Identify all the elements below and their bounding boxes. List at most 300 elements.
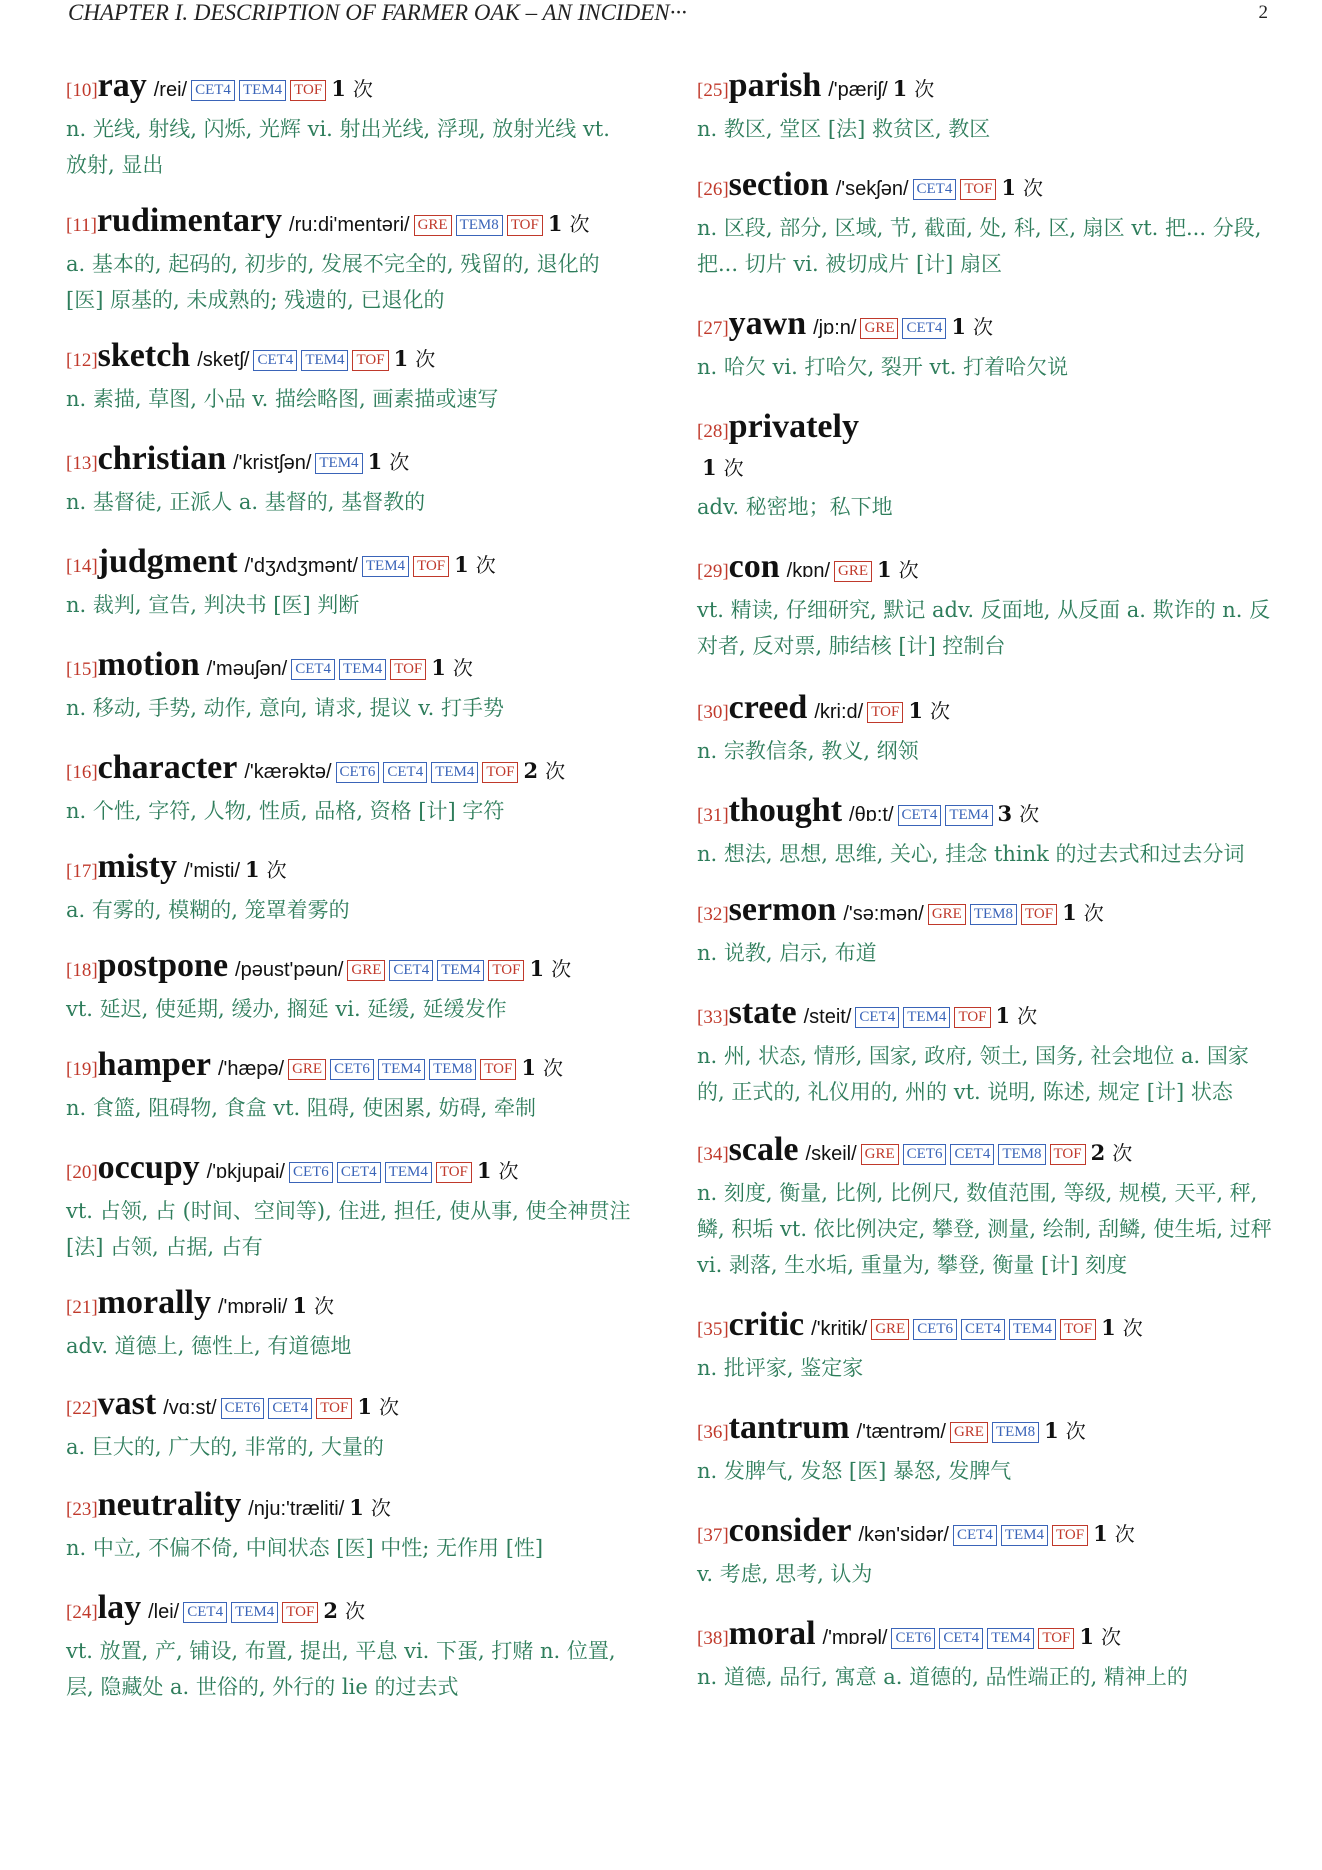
count-suffix: 次	[1101, 1625, 1122, 1649]
vocab-entry	[697, 793, 1272, 872]
entry-index: [10]	[66, 80, 98, 101]
definition: n. 食篮, 阻碍物, 食盒 vt. 阻碍, 使困累, 妨碍, 牵制	[66, 1096, 536, 1120]
count-suffix: 次	[723, 456, 744, 480]
definition: adv. 秘密地；私下地	[697, 495, 893, 519]
pronunciation: /'tæntrəm/	[856, 1421, 946, 1443]
count-suffix: 次	[1023, 176, 1044, 200]
occurrence-count: 1	[702, 455, 717, 480]
exam-tag: TEM4	[987, 1628, 1034, 1649]
definition: n. 州, 状态, 情形, 国家, 政府, 领土, 国务, 社会地位 a. 国家的, 正式的, 礼仪用的, 州的 vt. 说明, 陈述, 规定 [计] 状态	[697, 1044, 1249, 1104]
vocab-entry	[66, 1285, 636, 1364]
entry-index: [25]	[697, 80, 729, 101]
vocab-entry	[697, 1616, 1272, 1695]
definition: n. 中立, 不偏不倚, 中间状态 [医] 中性; 无作用 [性]	[66, 1536, 544, 1560]
exam-tag: CET4	[191, 80, 235, 101]
definition: vt. 占领, 占 (时间、空间等), 住进, 担任, 使从事, 使全神贯注 [法] 占领, 占据, 占有	[66, 1199, 631, 1259]
pronunciation: /'kærəktə/	[244, 761, 332, 783]
entry-headline	[697, 409, 1272, 487]
headword: vast	[97, 1385, 157, 1422]
vocab-entry	[697, 68, 1272, 147]
entry-headline	[66, 1047, 636, 1088]
exam-tag: GRE	[414, 215, 452, 236]
vocab-entry	[66, 1150, 636, 1265]
definition: vt. 放置, 产, 铺设, 布置, 提出, 平息 vi. 下蛋, 打赌 n. 位置, 层, 隐藏处 a. 世俗的, 外行的 lie 的过去式	[66, 1639, 616, 1699]
vocab-entry	[697, 1513, 1272, 1592]
entry-index: [26]	[697, 179, 729, 200]
entry-headline	[697, 1513, 1272, 1554]
headword: hamper	[97, 1046, 211, 1083]
headword: scale	[728, 1131, 799, 1168]
count-suffix: 次	[452, 656, 473, 680]
pronunciation: /'mɒrəl/	[822, 1627, 888, 1649]
exam-tag: TEM8	[998, 1144, 1045, 1165]
entry-index: [11]	[66, 215, 97, 236]
pronunciation: /steit/	[803, 1006, 852, 1028]
pronunciation: /'dʒʌdʒmənt/	[244, 555, 358, 577]
vocab-entry	[697, 995, 1272, 1110]
vocab-entry	[697, 409, 1272, 525]
entry-index: [21]	[66, 1297, 98, 1318]
occurrence-count: 1	[1044, 1418, 1059, 1443]
count-suffix: 次	[1065, 1419, 1086, 1443]
headword: privately	[728, 408, 859, 445]
pronunciation: /skeil/	[805, 1143, 857, 1165]
pronunciation: /'misti/	[183, 860, 241, 882]
exam-tag: TOF	[960, 179, 996, 200]
entry-index: [33]	[697, 1007, 729, 1028]
entry-index: [28]	[697, 421, 729, 442]
count-suffix: 次	[344, 1599, 365, 1623]
entry-headline	[66, 1590, 636, 1631]
occurrence-count: 1	[1062, 900, 1077, 925]
entry-headline	[66, 948, 636, 989]
occurrence-count: 1	[367, 449, 383, 474]
occurrence-count: 1	[431, 655, 446, 680]
headword: motion	[97, 646, 200, 683]
chapter-title: CHAPTER I. DESCRIPTION OF FARMER OAK – AN INCIDEN···	[68, 0, 687, 25]
exam-tag: TOF	[1050, 1144, 1086, 1165]
definition: n. 教区, 堂区 [法] 救贫区, 教区	[697, 117, 991, 141]
pronunciation: /rei/	[153, 79, 188, 101]
definition: a. 巨大的, 广大的, 非常的, 大量的	[66, 1435, 384, 1459]
count-suffix: 次	[929, 699, 950, 723]
vocab-entry	[66, 203, 636, 318]
headword: christian	[97, 440, 227, 477]
pronunciation: /pəust'pəun/	[235, 959, 344, 981]
entry-headline	[66, 1285, 636, 1326]
count-suffix: 次	[498, 1159, 519, 1183]
exam-tag: TOF	[1052, 1525, 1088, 1546]
exam-tag: TEM4	[239, 80, 286, 101]
count-suffix: 次	[1083, 901, 1104, 925]
exam-tag: CET4	[953, 1525, 997, 1546]
headword: con	[728, 548, 780, 585]
headword: judgment	[97, 543, 238, 580]
exam-tag: TOF	[1060, 1319, 1096, 1340]
definition: vt. 延迟, 使延期, 缓办, 搁延 vi. 延缓, 延缓发作	[66, 997, 507, 1021]
entry-headline	[697, 68, 1272, 109]
count-suffix: 次	[352, 77, 373, 101]
definition: adv. 道德上, 德性上, 有道德地	[66, 1334, 352, 1358]
exam-tag: CET4	[268, 1398, 312, 1419]
occurrence-count: 1	[1101, 1315, 1116, 1340]
exam-tag: CET6	[330, 1059, 374, 1080]
exam-tag: TEM4	[378, 1059, 425, 1080]
count-suffix: 次	[475, 553, 496, 577]
definition: n. 素描, 草图, 小品 v. 描绘略图, 画素描或速写	[66, 387, 499, 411]
vocab-entry	[697, 690, 1272, 769]
exam-tag: CET4	[253, 350, 297, 371]
entry-index: [22]	[66, 1398, 98, 1419]
entry-index: [31]	[697, 805, 729, 826]
definition: n. 个性, 字符, 人物, 性质, 品格, 资格 [计] 字符	[66, 799, 505, 823]
exam-tag: TOF	[1021, 904, 1057, 925]
entry-index: [34]	[697, 1144, 729, 1165]
exam-tag: TOF	[867, 702, 903, 723]
right-column	[697, 68, 1272, 1695]
exam-tag: TEM4	[437, 960, 484, 981]
entry-headline	[697, 793, 1272, 834]
exam-tag: GRE	[347, 960, 385, 981]
pronunciation: /vɑ:st/	[163, 1397, 217, 1419]
headword: ray	[97, 67, 147, 104]
exam-tag: CET6	[289, 1162, 333, 1183]
page-header	[68, 0, 1268, 28]
exam-tag: TOF	[282, 1602, 318, 1623]
exam-tag: CET6	[903, 1144, 947, 1165]
occurrence-count: 1	[349, 1495, 364, 1520]
definition: n. 裁判, 宣告, 判决书 [医] 判断	[66, 593, 360, 617]
count-suffix: 次	[1112, 1141, 1133, 1165]
definition: n. 光线, 射线, 闪烁, 光辉 vi. 射出光线, 浮现, 放射光线 vt. 放射, 显出	[66, 117, 610, 177]
entry-headline	[697, 690, 1272, 731]
exam-tag: GRE	[871, 1319, 909, 1340]
vocab-entry	[66, 1487, 636, 1566]
exam-tag: TOF	[413, 556, 449, 577]
exam-tag: CET4	[291, 659, 335, 680]
count-suffix: 次	[1122, 1316, 1143, 1340]
headword: state	[728, 994, 797, 1031]
definition: vt. 精读, 仔细研究, 默记 adv. 反面地, 从反面 a. 欺诈的 n. 反对者, 反对票, 肺结核 [计] 控制台	[697, 598, 1271, 658]
occurrence-count: 1	[331, 76, 346, 101]
vocab-entry	[697, 167, 1272, 282]
headword: occupy	[97, 1149, 200, 1186]
definition: n. 区段, 部分, 区域, 节, 截面, 处, 科, 区, 扇区 vt. 把... 分段, 把... 切片 vi. 被切成片 [计] 扇区	[697, 216, 1262, 276]
occurrence-count: 1	[521, 1055, 536, 1080]
exam-tag: TEM8	[456, 215, 503, 236]
exam-tag: CET4	[939, 1628, 983, 1649]
entry-headline	[66, 1386, 636, 1427]
headword: section	[728, 166, 829, 203]
exam-tag: CET4	[337, 1162, 381, 1183]
entry-index: [17]	[66, 861, 98, 882]
occurrence-count: 1	[357, 1394, 372, 1419]
headword: parish	[728, 67, 822, 104]
pronunciation: /kən'sidər/	[858, 1524, 949, 1546]
occurrence-count: 1	[476, 1158, 492, 1183]
exam-tag: CET4	[898, 805, 942, 826]
entry-headline	[697, 1410, 1272, 1451]
exam-tag: TOF	[316, 1398, 352, 1419]
entry-headline	[697, 892, 1272, 933]
vocab-entry	[697, 892, 1272, 971]
exam-tag: CET6	[913, 1319, 957, 1340]
exam-tag: CET6	[336, 762, 380, 783]
occurrence-count: 3	[997, 801, 1013, 826]
headword: rudimentary	[96, 202, 283, 239]
count-suffix: 次	[542, 1056, 563, 1080]
exam-tag: TEM4	[1009, 1319, 1056, 1340]
exam-tag: CET4	[961, 1319, 1005, 1340]
exam-tag: TEM8	[992, 1422, 1039, 1443]
exam-tag: TEM8	[429, 1059, 476, 1080]
entry-index: [24]	[66, 1602, 98, 1623]
vocab-entry	[697, 1410, 1272, 1489]
exam-tag: TEM8	[970, 904, 1017, 925]
left-column	[66, 68, 636, 1705]
vocab-entry	[66, 849, 636, 928]
count-suffix: 次	[545, 759, 566, 783]
occurrence-count: 2	[1090, 1140, 1106, 1165]
entry-index: [14]	[66, 556, 98, 577]
count-suffix: 次	[914, 77, 935, 101]
entry-headline	[697, 549, 1272, 590]
exam-tag: TOF	[488, 960, 524, 981]
headword: consider	[728, 1512, 852, 1549]
entry-headline	[697, 306, 1272, 347]
exam-tag: CET4	[383, 762, 427, 783]
pronunciation: /lei/	[148, 1601, 180, 1623]
exam-tag: GRE	[950, 1422, 988, 1443]
entry-headline	[66, 1487, 636, 1528]
count-suffix: 次	[370, 1496, 391, 1520]
headword: neutrality	[97, 1486, 242, 1523]
entry-headline	[66, 1150, 636, 1191]
headword: sermon	[728, 891, 837, 928]
occurrence-count: 1	[393, 346, 409, 371]
entry-index: [12]	[66, 350, 98, 371]
count-suffix: 次	[1017, 1004, 1038, 1028]
occurrence-count: 1	[951, 314, 966, 339]
vocab-entry	[66, 544, 636, 623]
vocab-entry	[697, 306, 1272, 385]
occurrence-count: 1	[892, 76, 908, 101]
entry-index: [27]	[697, 318, 729, 339]
occurrence-count: 1	[292, 1293, 307, 1318]
exam-tag: TEM4	[903, 1007, 950, 1028]
pronunciation: /ru:di'mentəri/	[289, 214, 410, 236]
count-suffix: 次	[389, 450, 410, 474]
exam-tag: TEM4	[339, 659, 386, 680]
definition: n. 宗教信条, 教义, 纲领	[697, 739, 919, 763]
exam-tag: TEM4	[431, 762, 478, 783]
headword: lay	[97, 1589, 142, 1626]
definition: n. 发脾气, 发怒 [医] 暴怒, 发脾气	[697, 1459, 1012, 1483]
pronunciation: /'mɒrəli/	[217, 1296, 288, 1318]
exam-tag: TEM4	[315, 453, 362, 474]
pronunciation: /'hæpə/	[217, 1058, 285, 1080]
entry-headline	[697, 995, 1272, 1036]
exam-tag: TOF	[507, 215, 543, 236]
exam-tag: TEM4	[362, 556, 409, 577]
occurrence-count: 1	[995, 1003, 1011, 1028]
occurrence-count: 2	[323, 1598, 338, 1623]
vocab-entry	[66, 1047, 636, 1126]
exam-tag: CET4	[950, 1144, 994, 1165]
headword: sketch	[97, 337, 191, 374]
vocab-entry	[697, 1307, 1272, 1386]
exam-tag: TOF	[352, 350, 388, 371]
pronunciation: /'kristʃən/	[233, 452, 312, 474]
pronunciation: /θɒ:t/	[849, 804, 894, 826]
exam-tag: TOF	[480, 1059, 516, 1080]
exam-tag: TOF	[954, 1007, 990, 1028]
count-suffix: 次	[898, 558, 919, 582]
entry-index: [19]	[66, 1059, 98, 1080]
exam-tag: CET4	[913, 179, 957, 200]
definition: n. 批评家, 鉴定家	[697, 1356, 864, 1380]
entry-headline	[66, 544, 636, 585]
exam-tag: TEM4	[385, 1162, 432, 1183]
count-suffix: 次	[551, 957, 572, 981]
occurrence-count: 2	[523, 758, 539, 783]
pronunciation: /'sekʃən/	[835, 178, 909, 200]
entry-headline	[66, 338, 636, 379]
definition: n. 道德, 品行, 寓意 a. 道德的, 品性端正的, 精神上的	[697, 1665, 1188, 1689]
headword: postpone	[97, 947, 229, 984]
pronunciation: /sketʃ/	[197, 349, 250, 371]
entry-index: [16]	[66, 762, 98, 783]
vocab-entry	[66, 647, 636, 726]
exam-tag: TOF	[1038, 1628, 1074, 1649]
entry-headline	[697, 1132, 1272, 1173]
headword: creed	[728, 689, 808, 726]
count-suffix: 次	[415, 347, 436, 371]
pronunciation: /'sə:mən/	[843, 903, 924, 925]
occurrence-count: 1	[877, 557, 892, 582]
entry-index: [32]	[697, 904, 729, 925]
exam-tag: TEM4	[1001, 1525, 1048, 1546]
count-suffix: 次	[569, 212, 590, 236]
exam-tag: CET6	[221, 1398, 265, 1419]
vocab-entry	[697, 1132, 1272, 1283]
occurrence-count: 1	[908, 698, 923, 723]
exam-tag: CET4	[855, 1007, 899, 1028]
entry-index: [15]	[66, 659, 98, 680]
count-suffix: 次	[1114, 1522, 1135, 1546]
entry-headline	[66, 203, 636, 244]
headword: critic	[728, 1306, 805, 1343]
pronunciation: /'kritik/	[811, 1318, 868, 1340]
entry-index: [30]	[697, 702, 729, 723]
entry-headline	[697, 1616, 1272, 1657]
exam-tag: GRE	[928, 904, 966, 925]
count-suffix: 次	[378, 1395, 399, 1419]
definition: n. 基督徒, 正派人 a. 基督的, 基督教的	[66, 490, 426, 514]
exam-tag: CET4	[389, 960, 433, 981]
page-number: 2	[1258, 2, 1268, 23]
exam-tag: TOF	[436, 1162, 472, 1183]
vocab-entry	[66, 1386, 636, 1465]
exam-tag: TOF	[390, 659, 426, 680]
pronunciation: /kri:d/	[814, 701, 864, 723]
vocab-entry	[697, 549, 1272, 664]
definition: n. 想法, 思想, 思维, 关心, 挂念 think 的过去式和过去分词	[697, 842, 1245, 866]
definition: n. 哈欠 vi. 打哈欠, 裂开 vt. 打着哈欠说	[697, 355, 1069, 379]
exam-tag: CET4	[183, 1602, 227, 1623]
pronunciation: /'məuʃən/	[206, 658, 288, 680]
pronunciation: /jɒ:n/	[813, 317, 857, 339]
exam-tag: CET4	[902, 318, 946, 339]
exam-tag: GRE	[288, 1059, 326, 1080]
entry-headline	[697, 167, 1272, 208]
vocab-entry	[66, 338, 636, 417]
occurrence-count: 1	[245, 857, 260, 882]
exam-tag: GRE	[861, 1144, 899, 1165]
exam-tag: TOF	[290, 80, 326, 101]
definition: a. 基本的, 起码的, 初步的, 发展不完全的, 残留的, 退化的 [医] 原基的, 未成熟的; 残遗的, 已退化的	[66, 252, 600, 312]
occurrence-count: 1	[1079, 1624, 1095, 1649]
count-suffix: 次	[1019, 802, 1040, 826]
entry-index: [23]	[66, 1499, 98, 1520]
definition: v. 考虑, 思考, 认为	[697, 1562, 873, 1586]
vocab-entry	[66, 68, 636, 183]
exam-tag: TEM4	[231, 1602, 278, 1623]
entry-headline	[697, 1307, 1272, 1348]
headword: morally	[97, 1284, 211, 1321]
pronunciation: /'pæriʃ/	[828, 79, 888, 101]
headword: tantrum	[728, 1409, 850, 1446]
pronunciation: /nju:'træliti/	[248, 1498, 345, 1520]
headword: moral	[728, 1615, 816, 1652]
definition: n. 移动, 手势, 动作, 意向, 请求, 提议 v. 打手势	[66, 696, 505, 720]
headword: misty	[97, 848, 177, 885]
occurrence-count: 1	[547, 211, 563, 236]
headword: thought	[728, 792, 843, 829]
entry-headline	[66, 441, 636, 482]
exam-tag: GRE	[860, 318, 898, 339]
definition: n. 刻度, 衡量, 比例, 比例尺, 数值范围, 等级, 规模, 天平, 秤, 鳞, 积垢 vt. 依比例决定, 攀登, 测量, 绘制, 刮鳞, 使生垢, 过秤 vi. 剥落, 生水垢, 重量为, 攀登, 衡量 [计] 刻度	[697, 1181, 1272, 1277]
definition: a. 有雾的, 模糊的, 笼罩着雾的	[66, 898, 350, 922]
occurrence-count: 1	[529, 956, 545, 981]
vocab-entry	[66, 1590, 636, 1705]
entry-index: [18]	[66, 960, 98, 981]
exam-tag: GRE	[834, 561, 872, 582]
entry-headline	[66, 750, 636, 791]
headword: character	[97, 749, 238, 786]
exam-tag: TEM4	[945, 805, 992, 826]
entry-index: [13]	[66, 453, 98, 474]
entry-index: [35]	[697, 1319, 729, 1340]
vocab-entry	[66, 441, 636, 520]
pronunciation: /kɒn/	[786, 560, 831, 582]
entry-index: [36]	[697, 1422, 729, 1443]
count-suffix: 次	[313, 1294, 334, 1318]
entry-headline	[66, 849, 636, 890]
entry-headline	[66, 68, 636, 109]
occurrence-count: 1	[454, 552, 469, 577]
entry-index: [20]	[66, 1162, 98, 1183]
exam-tag: CET6	[891, 1628, 935, 1649]
occurrence-count: 1	[1093, 1521, 1108, 1546]
count-suffix: 次	[972, 315, 993, 339]
vocab-entry	[66, 750, 636, 829]
entry-index: [38]	[697, 1628, 729, 1649]
entry-index: [37]	[697, 1525, 729, 1546]
occurrence-count: 1	[1001, 175, 1017, 200]
exam-tag: TEM4	[301, 350, 348, 371]
count-suffix: 次	[266, 858, 287, 882]
